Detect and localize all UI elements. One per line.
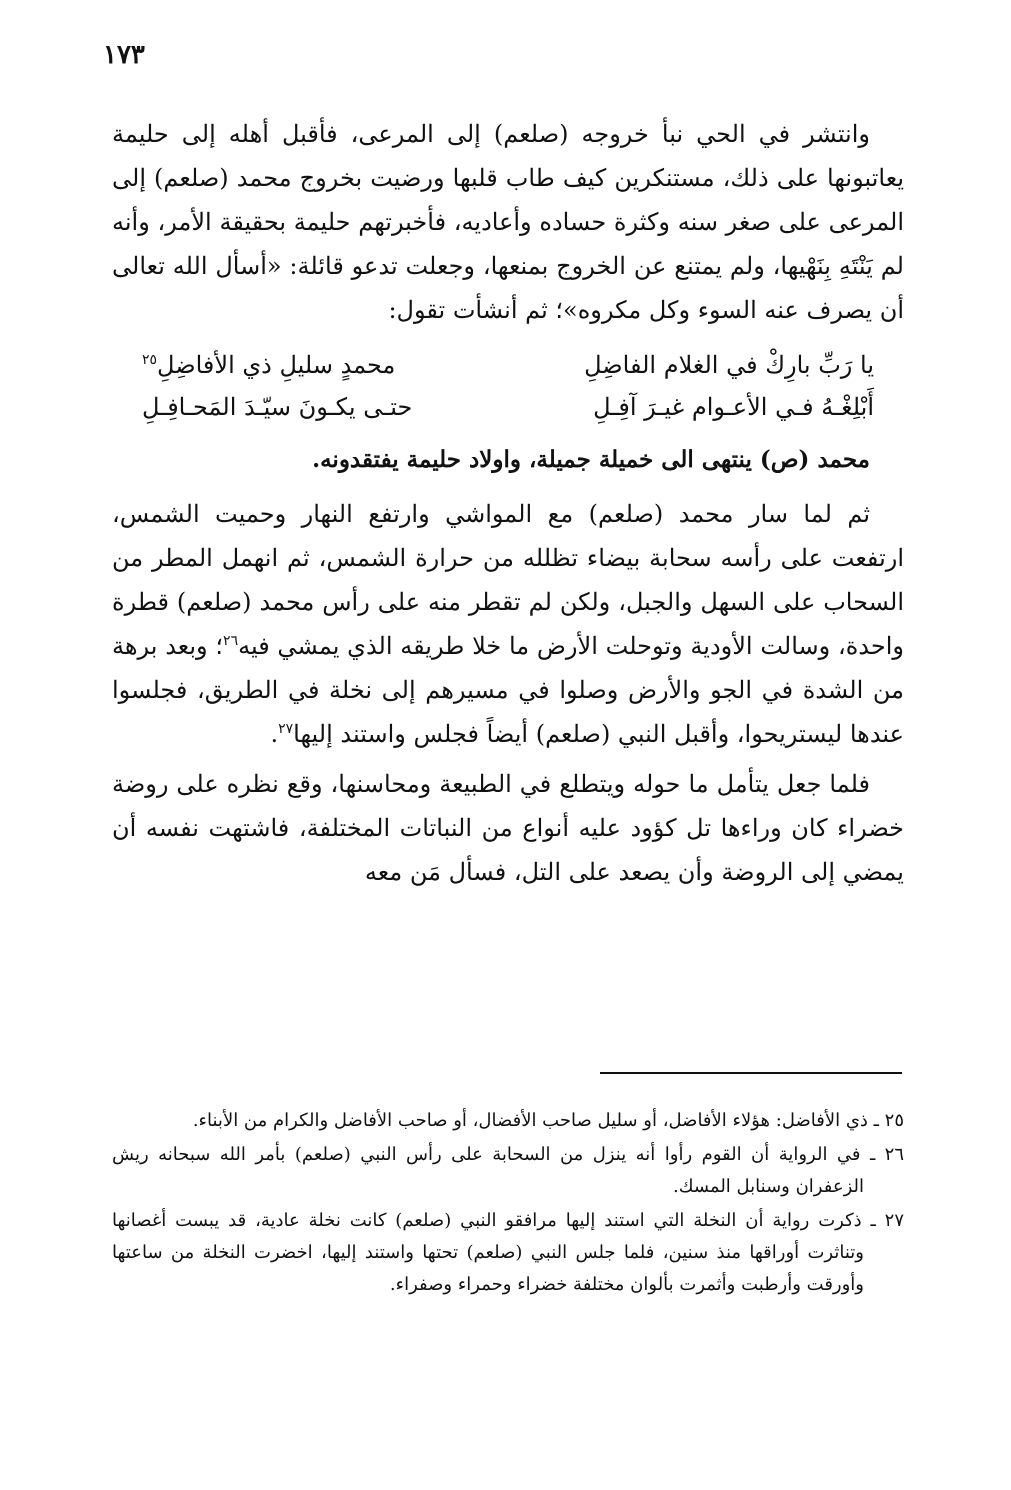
footnote-ref: ٢٦ (223, 633, 239, 649)
footnote: ٢٦ ـ في الرواية أن القوم رأوا أنه ينزل من السحابة على رأس النبي (صلعم) بأمر الله سبحانه ريش الزعفران وسنابل المسك. (112, 1144, 904, 1197)
poem-line (142, 386, 874, 428)
poem-line (142, 344, 874, 386)
poem-hemistich: حتـى يكـونَ سيّـدَ المَحـافِـلِ (142, 393, 413, 421)
body-text (112, 112, 904, 900)
section-subheading: محمد (ص) ينتهى الى خميلة جميلة، واولاد حليمة يفتقدونه. (312, 446, 870, 473)
page-number: ١٧٣ (103, 40, 145, 70)
poem-hemistich: يا رَبِّ بارِكْ في الغلام الفاضِلِ (584, 351, 874, 379)
paragraph: وانتشر في الحي نبأ خروجه (صلعم) إلى المرعى، فأقبل أهله إلى حليمة يعاتبونها على ذلك، مستنكرين كيف طاب قلبها ورضيت بخروج محمد (صلعم) إلى المرعى على صغر سنه وكثرة حساده وأعاديه، فأخبرتهم حليمة بحقيقة الأمر، وأنه لم يَنْتَهِ بِنَهْيها، ولم يمتنع عن الخروج بمنعها، وجعلت تدعو قائلة: «أسأل الله تعالى أن يصرف عنه السوء وكل مكروه»؛ ثم أنشأت تقول: (112, 120, 904, 324)
poem-hemistich: محمدٍ سليلِ ذي الأفاضِلِ$^{٢٥}$ (142, 351, 396, 379)
poem-hemistich: أَبْلِغْـهُ فـي الأعـوام غيـرَ آفِـلِ (593, 393, 874, 421)
footnote-divider (600, 1072, 902, 1074)
poem (142, 344, 874, 428)
paragraph: ثم لما سار محمد (صلعم) مع المواشي وارتفع النهار وحميت الشمس، ارتفعت على رأسه سحابة بيضاء تظلله من حرارة الشمس، ثم انهمل المطر من السحاب على السهل والجبل، ولكن لم تقطر منه على رأس محمد (صلعم) قطرة واحدة، وسالت الأودية وتوحلت الأرض ما خلا طريقه الذي يمشي فيه$^{٢٦}$؛ وبعد برهة من الشدة في الجو والأرض وصلوا في مسيرهم إلى نخلة في الطريق، فجلسوا عندها ليستريحوا، وأقبل النبي (صلعم) أيضاً فجلس واستند إليها$^{٢٧}$. (112, 500, 904, 748)
footnote-ref: ٢٥ (142, 352, 158, 368)
paragraph: فلما جعل يتأمل ما حوله ويتطلع في الطبيعة ومحاسنها، وقع نظره على روضة خضراء كان وراءها تل كؤود عليه أنواع من النباتات المختلفة، فاشتهت نفسه أن يمضي إلى الروضة وأن يصعد على التل، فسأل مَن معه (112, 770, 904, 886)
footnotes (112, 1105, 904, 1303)
footnote: ٢٥ ـ ذي الأفاضل: هؤلاء الأفاضل، أو سليل صاحب الأفضال، أو صاحب الأفاضل والكرام من الأبناء. (192, 1110, 904, 1131)
footnote: ٢٧ ـ ذكرت رواية أن النخلة التي استند إليها مرافقو النبي (صلعم) كانت نخلة عادية، قد يبست أغصانها وتناثرت أوراقها منذ سنين، فلما جلس النبي (صلعم) تحتها واستند إليها، اخضرت النخلة من ساعتها وأورقت وأرطبت وأثمرت بألوان مختلفة خضراء وحمراء وصفراء. (112, 1210, 904, 1295)
footnote-ref: ٢٧ (278, 721, 294, 737)
